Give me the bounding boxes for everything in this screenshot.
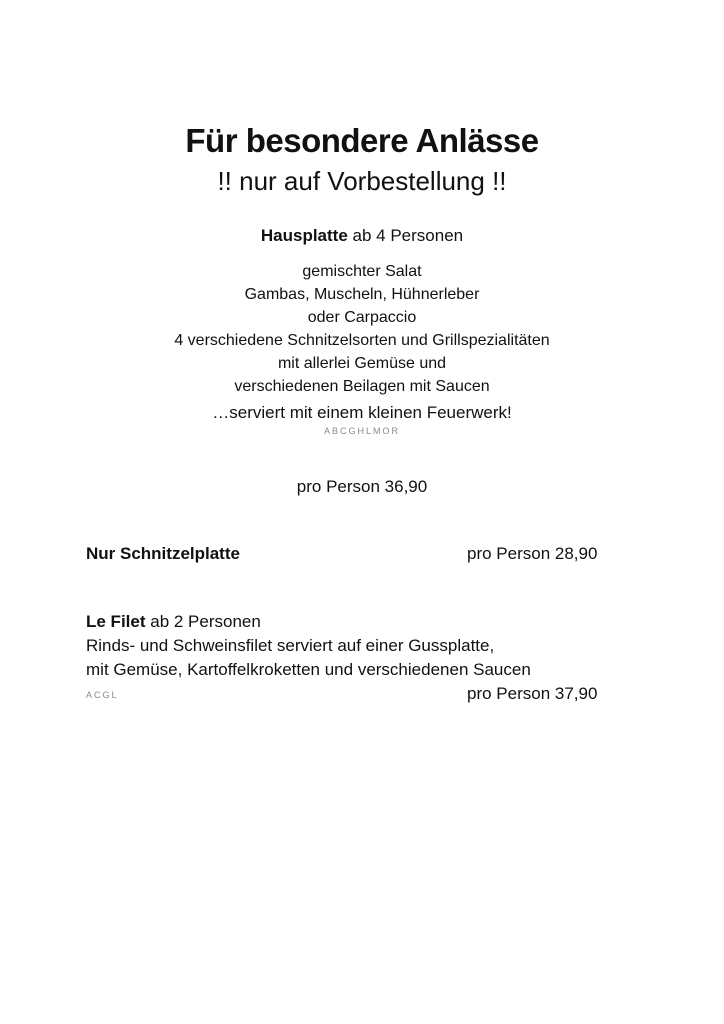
- description-line: Gambas, Muscheln, Hühnerleber: [244, 286, 480, 303]
- description-line: gemischter Salat: [302, 263, 422, 280]
- description-line: 4 verschiedene Schnitzelsorten und Grillspezialitäten: [174, 332, 550, 349]
- hausplatte-description: [0, 260, 724, 398]
- hausplatte-name: Hausplatte: [260, 226, 348, 245]
- description-line: verschiedenen Beilagen mit Saucen: [234, 378, 490, 395]
- filet-description-line: Rinds- und Schweinsfilet serviert auf einer Gussplatte,: [86, 636, 495, 655]
- hausplatte-tagline: …serviert mit einem kleinen Feuerwerk!: [212, 403, 512, 422]
- hausplatte-qualifier: ab 4 Personen: [347, 226, 464, 245]
- filet-heading: [86, 610, 261, 634]
- description-line: oder Carpaccio: [307, 309, 417, 326]
- hausplatte-allergens: ABCGHLMOR: [323, 426, 400, 436]
- filet-name: Le Filet: [86, 612, 146, 631]
- page-title: Für besondere Anlässe: [185, 122, 539, 159]
- filet-price: pro Person 37,90: [467, 684, 598, 703]
- page-subtitle: !! nur auf Vorbestellung !!: [217, 166, 507, 196]
- schnitzelplatte-price: pro Person 28,90: [467, 544, 598, 563]
- description-line: mit allerlei Gemüse und: [277, 355, 447, 372]
- filet-qualifier: ab 2 Personen: [145, 612, 261, 631]
- hausplatte-price: pro Person 36,90: [296, 477, 428, 496]
- hausplatte-heading: [0, 224, 724, 248]
- filet-allergens: ACGL: [86, 690, 119, 700]
- schnitzelplatte-name: Nur Schnitzelplatte: [86, 544, 240, 563]
- filet-description-line: mit Gemüse, Kartoffelkroketten und verschiedenen Saucen: [86, 660, 531, 679]
